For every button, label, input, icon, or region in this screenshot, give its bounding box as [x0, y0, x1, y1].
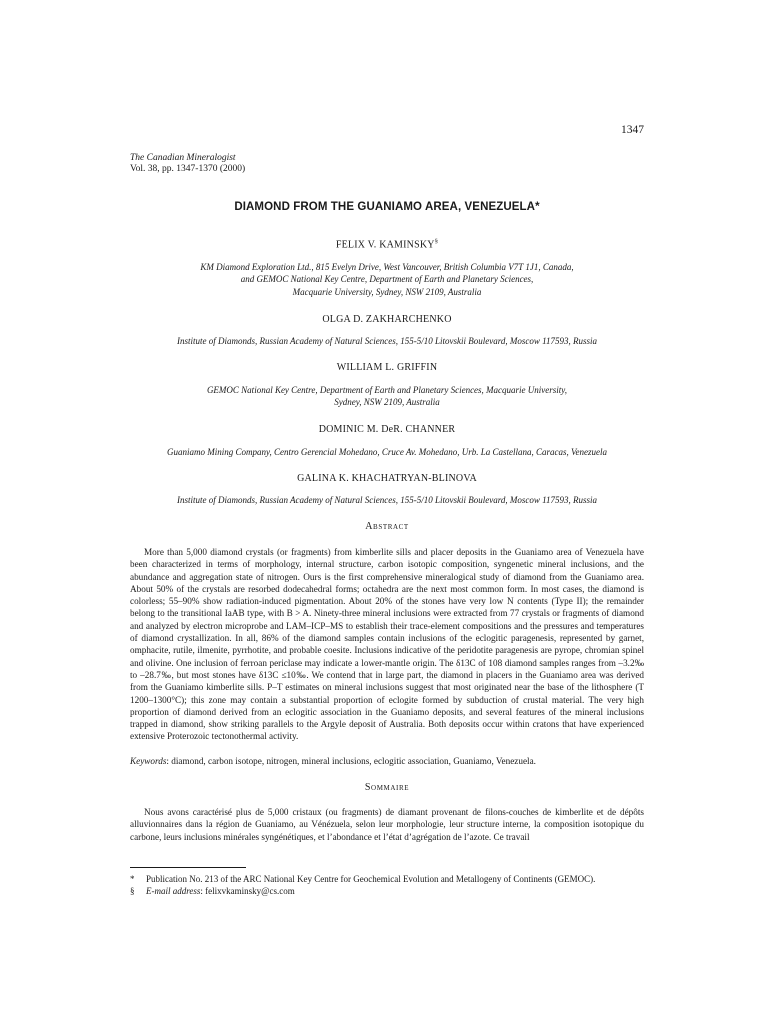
affiliation-line: Sydney, NSW 2109, Australia [334, 397, 440, 408]
footnote-text: Publication No. 213 of the ARC National Key Centre for Geochemical Evolution and Metallogeny of Continents (GEMOC). [146, 874, 596, 884]
footnote-label: E-mail address [146, 886, 201, 896]
sommaire-body [130, 806, 644, 843]
article-title: DIAMOND FROM THE GUANIAMO AREA, VENEZUELA* [234, 201, 540, 213]
affiliation-line: KM Diamond Exploration Ltd., 815 Evelyn Drive, West Vancouver, British Columbia V7T 1J1, Canada, [200, 262, 574, 272]
footnote [130, 874, 650, 885]
affiliation-line: Institute of Diamonds, Russian Academy of Natural Sciences, 155-5/10 Litovskii Boulevard, Moscow 117593, Russia [176, 495, 598, 505]
keywords [130, 756, 644, 766]
footnote-mark: § [130, 886, 135, 896]
author-affiliation [120, 384, 654, 409]
author-footnote-mark: § [434, 238, 439, 245]
footnote-divider [130, 867, 246, 868]
affiliation-line: Guaniamo Mining Company, Centro Gerencial Mohedano, Cruce Av. Mohedano, Urb. La Castellana, Caracas, Venezuela [167, 447, 607, 457]
abstract-body [130, 546, 644, 743]
author-name [130, 238, 644, 250]
keywords-label: Keywords [130, 756, 167, 766]
author-name: WILLIAM L. GRIFFIN [336, 362, 438, 373]
journal-volume: Vol. 38, pp. 1347-1370 (2000) [130, 164, 246, 174]
affiliation-line: and GEMOC National Key Centre, Department of Earth and Planetary Sciences, [240, 274, 534, 285]
page-number: 1347 [621, 124, 644, 136]
author-affiliation [120, 494, 654, 506]
author-name: OLGA D. ZAKHARCHENKO [322, 314, 452, 325]
keywords-text: : diamond, carbon isotope, nitrogen, mineral inclusions, eclogitic association, Guaniamo, Venezuela. [166, 756, 536, 766]
affiliation-line: GEMOC National Key Centre, Department of Earth and Planetary Sciences, Macquarie University, [206, 385, 568, 395]
author-name-text: FELIX V. KAMINSKY [335, 239, 435, 251]
author-affiliation [120, 261, 654, 298]
footnote-mark: * [130, 874, 135, 884]
journal-info [130, 153, 245, 175]
author-affiliation [120, 335, 654, 347]
author-name: DOMINIC M. DeR. CHANNER [318, 424, 456, 435]
sommaire-heading: Sommaire [364, 782, 410, 793]
author-name: GALINA K. KHACHATRYAN-BLINOVA [297, 473, 477, 484]
journal-title: The Canadian Mineralogist [130, 153, 236, 163]
footnote-text: : felixvkaminsky@cs.com [200, 886, 295, 896]
affiliation-line: Macquarie University, Sydney, NSW 2109, Australia [292, 286, 482, 297]
footnote [130, 886, 650, 897]
affiliation-line: Institute of Diamonds, Russian Academy of Natural Sciences, 155-5/10 Litovskii Boulevard, Moscow 117593, Russia [176, 336, 598, 346]
abstract-heading: Abstract [365, 521, 409, 532]
sommaire-text: Nous avons caractérisé plus de 5,000 cristaux (ou fragments) de diamant provenant de filons-couches de kimberlite et de dépôts alluvionnaires dans la région de Guaniamo, au Vénézuela, selon leur morphologie, leur structure interne, la composition isotopique du carbone, leurs inclusions minérales syngénétiques, et l’abondance et l’état d’agrégation de l’azote. Ce travail [130, 807, 644, 842]
author-affiliation [120, 446, 654, 458]
abstract-text: More than 5,000 diamond crystals (or fragments) from kimberlite sills and placer deposits in the Guaniamo area of Venezuela have been characterized in terms of morphology, internal structure, carbon isotopic composition, syngenetic mineral inclusions, and the abundance and aggregation state of nitrogen. Ours is the first comprehensive mineralogical study of diamond from the Guaniamo area. About 50% of the crystals are resorbed dodecahedral forms; octahedra are the next most common form. In most cases, the diamond is colorless; 55–90% show radiation-induced pigmentation. About 20% of the stones have very low N contents (Type II); the remainder belong to the transitional IaAB type, with B > A. Ninety-three mineral inclusions were extracted from 77 crystals or fragments of diamond and analyzed by electron microprobe and LAM–ICP–MS to establish their trace-element compositions and the pressures and temperatures of diamond crystallization. In all, 86% of the diamond samples contain inclusions of the eclogitic paragenesis, represented by garnet, omphacite, rutile, ilmenite, pyrrhotite, and probable coesite. Inclusions indicative of the peridotite paragenesis are pyrope, chromian spinel and olivine. One inclusion of ferroan periclase may indicate a lower-mantle origin. The δ13C of 108 diamond samples ranges from –3.2‰ to –28.7‰, but most stones have δ13C ≤10‰. We contend that in large part, the diamond in placers in the Guaniamo area was derived from the Guaniamo kimberlite sills. P–T estimates on mineral inclusions suggest that most originated near the base of the lithosphere (T 1200–1300°C); this zone may contain a substantial proportion of eclogite formed by subduction of crustal material. The very high proportion of diamond derived from an eclogitic association in the Guaniamo deposits, and several features of the mineral inclusions trapped in diamond, show striking parallels to the Argyle deposit of Australia. Both deposits occur within cratons that have experienced extensive Proterozoic tectonothermal activity. [130, 547, 644, 742]
